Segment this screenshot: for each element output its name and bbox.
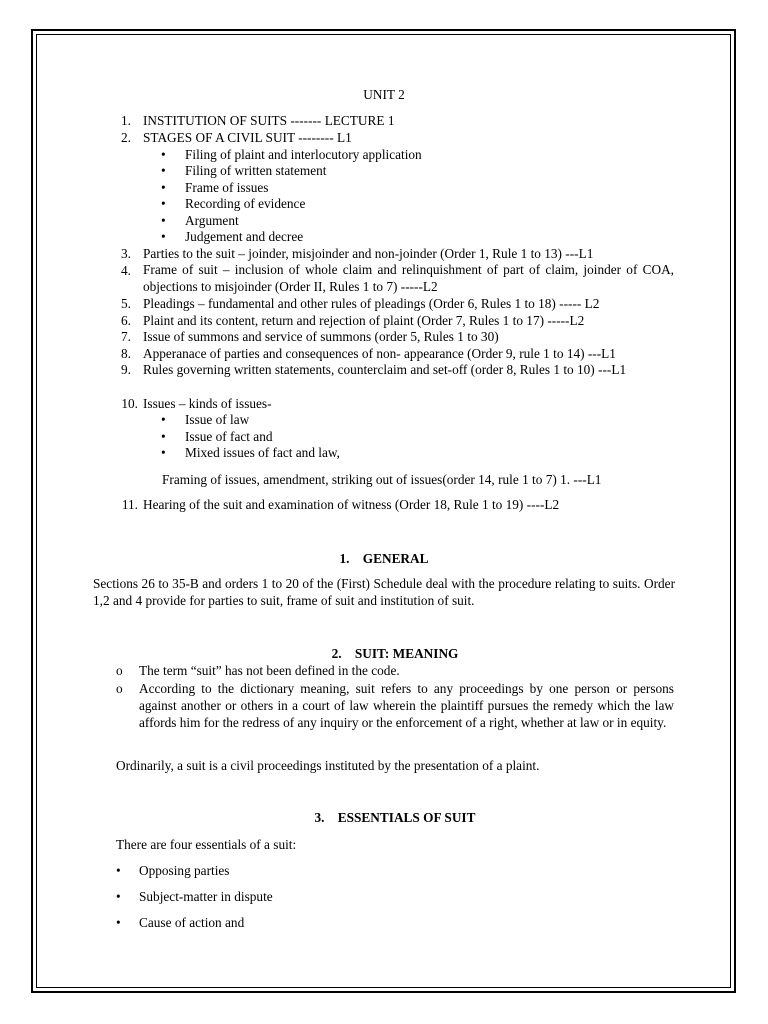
bullet-icon: • [116,889,121,904]
general-paragraph: Sections 26 to 35-B and orders 1 to 20 of the (First) Schedule deal with the procedure relating to suits. Order 1,2 and 4 provide for parties to suit, frame of suit and institution of suit. [93,576,675,608]
outline-number: 1. [121,113,131,128]
issue-kind-item: Issue of law [185,412,250,427]
outline-number: 11. [121,497,138,512]
outline-text: Parties to the suit – joinder, misjoinder and non-joinder (Order 1, Rule 1 to 13) ---L1 [143,246,594,261]
outline-text: Plaint and its content, return and rejection of plaint (Order 7, Rules 1 to 17) -----L2 [143,313,585,328]
section-heading-suit-meaning: 2. SUIT: MEANING [331,646,459,661]
stage-item: Recording of evidence [185,196,306,211]
circle-bullet-icon: o [116,663,123,678]
section-heading-general: 1. GENERAL [339,551,429,566]
issue-kind-item: Mixed issues of fact and law, [185,445,340,460]
unit-title: UNIT 2 [363,87,405,102]
essentials-intro: There are four essentials of a suit: [116,837,297,852]
outline-number: 2. [121,130,131,145]
stage-item: Argument [185,213,239,228]
outline-number: 9. [121,362,131,377]
stage-item: Judgement and decree [185,229,304,244]
outline-number: 6. [121,313,131,328]
bullet-icon: • [161,180,166,195]
essential-item: Cause of action and [139,915,245,930]
outline-number: 4. [121,263,131,278]
bullet-icon: • [161,163,166,178]
bullet-icon: • [161,196,166,211]
bullet-icon: • [161,412,166,427]
outline-number: 7. [121,329,131,344]
bullet-icon: • [116,915,121,930]
bullet-icon: • [161,445,166,460]
essential-item: Opposing parties [139,863,230,878]
outline-text: Rules governing written statements, counterclaim and set-off (order 8, Rules 1 to 10) ---L1 [143,362,627,377]
bullet-icon: • [161,229,166,244]
bullet-icon: • [161,213,166,228]
stage-item: Frame of issues [185,180,269,195]
outline-number: 3. [121,246,131,261]
suit-closing-line: Ordinarily, a suit is a civil proceedings instituted by the presentation of a plaint. [116,758,540,773]
outline-number: 10. [121,396,138,411]
bullet-icon: • [161,429,166,444]
outline-number: 5. [121,296,131,311]
outline-number: 8. [121,346,131,361]
stage-item: Filing of written statement [185,163,327,178]
outline-text: Hearing of the suit and examination of witness (Order 18, Rule 1 to 19) ----L2 [143,497,560,512]
section-heading-essentials: 3. ESSENTIALS OF SUIT [314,810,476,825]
outline-text: Frame of suit – inclusion of whole claim and relinquishment of part of claim, joinder of COA, objections to misjoinder (Order II, Rules 1 to 7) -----L2 [143,262,674,294]
outline-text: Issue of summons and service of summons (order 5, Rules 1 to 30) [143,329,499,344]
stage-item: Filing of plaint and interlocutory application [185,147,422,162]
meaning-point: According to the dictionary meaning, suit refers to any proceedings by one person or persons against another or others in a court of law wherein the plaintiff pursues the remedy which the law affords him for the redress of any inquiry or the enforcement of a right, whether at law or in equity. [139,681,674,730]
circle-bullet-icon: o [116,681,123,696]
bullet-icon: • [116,863,121,878]
outline-text: Pleadings – fundamental and other rules of pleadings (Order 6, Rules 1 to 18) ----- L2 [143,296,600,311]
outline-text: STAGES OF A CIVIL SUIT -------- L1 [143,130,352,145]
essential-item: Subject-matter in dispute [139,889,273,904]
outline-text: Issues – kinds of issues- [143,396,272,411]
bullet-icon: • [161,147,166,162]
outline-text: INSTITUTION OF SUITS ------- LECTURE 1 [143,113,395,128]
framing-line: Framing of issues, amendment, striking out of issues(order 14, rule 1 to 7) 1. ---L1 [162,472,602,487]
outline-text: Apperanace of parties and consequences of non- appearance (Order 9, rule 1 to 14) ---L1 [143,346,616,361]
issue-kind-item: Issue of fact and [185,429,273,444]
meaning-point: The term “suit” has not been defined in the code. [139,663,400,678]
